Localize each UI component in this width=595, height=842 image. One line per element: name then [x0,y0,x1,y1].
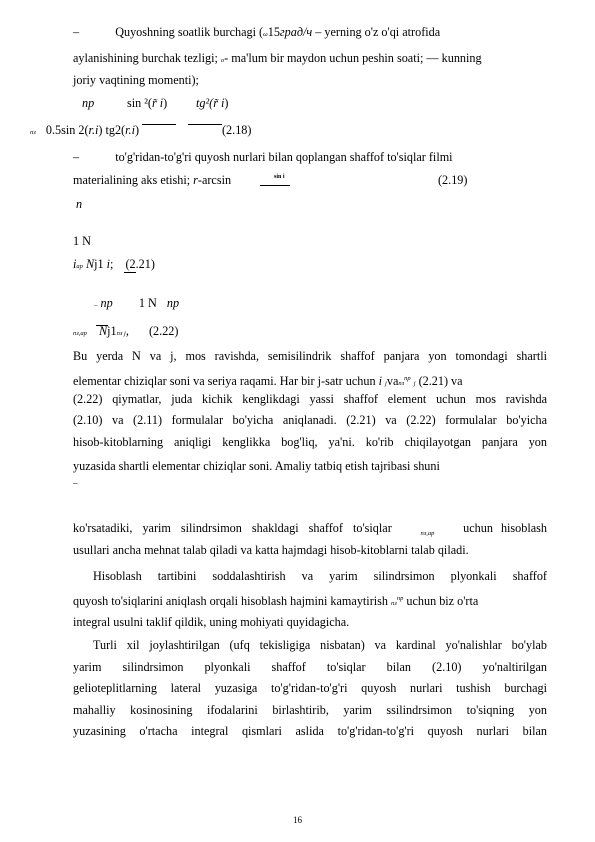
formula-numerator [82,96,94,111]
paragraph-line [73,615,349,630]
paragraph [73,721,547,742]
paragraph [73,700,547,721]
subscript: ар [76,263,83,270]
equation-number [438,173,467,188]
text-line [73,173,231,188]
equation-number-text: (2.21) [125,257,155,271]
text-span: - ma'lum bir maydon uchun peshin soati; — kunning [224,51,482,65]
fraction-numerator [274,170,285,185]
formula-symbol: N [85,257,95,271]
equation-number [222,123,251,138]
formula-numerator: – пр 1 N пр [94,296,180,310]
superscript: пр [396,595,404,602]
paragraph [73,410,547,431]
text-line [73,51,482,68]
formula-text: tg²( [196,96,214,110]
formula-symbol: r̃ i [151,96,164,110]
text-span: aylanishining burchak tezligi; [73,51,218,65]
formula-text: j1 [107,324,117,338]
fraction-bar [260,185,290,186]
degree-value: 15 [267,25,280,39]
formula-symbol: пр [166,296,180,310]
page-number: 16 [293,815,302,825]
formula-symbol: r [193,173,198,187]
text-line [73,150,453,165]
paragraph-line [73,371,463,391]
paragraph [73,657,547,678]
equation-number-text: (2.18) [222,123,252,137]
paragraph-line [73,521,547,541]
list-dash: – [73,150,80,164]
formula-symbol: n [76,197,83,211]
formula-text: ) [224,96,229,110]
omega-symbol: ω [263,31,268,38]
formula-text: 1 N [138,296,157,310]
dash-mark [73,476,78,491]
formula-text: sin ²( [127,96,152,110]
formula-text: ) [134,123,140,137]
subscript: о [220,57,225,64]
formula-symbol: пр [100,296,113,310]
paragraph-line [73,591,478,611]
formula-line [30,123,139,140]
paragraph-line: gelioteplitlarning lateral yuzasiga to'g'ridan-to'g'ri quyosh nurlari tushish burchagi [73,681,547,695]
subscript: пз [30,129,36,136]
text-span: uchun biz o'rta [406,594,479,608]
formula-text: 0.5sin 2( [45,123,89,137]
formula-symbol: i [106,257,110,271]
paragraph-line [73,543,469,558]
text-span: joriy vaqtining momenti); [73,73,199,87]
formula-numerator [196,96,228,111]
formula-symbol: r̃ i [213,96,225,110]
text-span: -arcsin [197,173,232,187]
equation-number-text: (2.19) [438,173,468,187]
formula-text: ; [110,257,114,271]
formula-text: , [125,324,129,338]
paragraph [73,389,547,410]
unit-text: град/ч [279,25,313,39]
subscript: пз [398,380,405,387]
fraction-bar [124,272,136,273]
paragraph [73,432,547,453]
paragraph-line: Turli xil joylashtirilgan (ufq tekisligiga nisbatan) va kardinal yo'nalishlar bo'ylab [93,638,547,652]
list-dash: – [73,25,80,39]
text-span: elementar chiziqlar soni va seriya raqami. Har bir j-satr uchun [73,374,376,388]
paragraph-line: yuzasining o'rtacha integral qismlari aslida to'g'ridan-to'g'ri quyosh nurlari bilan [73,724,547,738]
paragraph-line [73,459,440,474]
formula-text: sin i [274,174,285,180]
paragraph-line: (2.10) va (2.11) formulalar bo'yicha aniqlanadi. (2.21) va (2.22) formulalar bo'yicha [73,413,547,427]
paragraph-line: Bu yerda N va j, mos ravishda, semisilindrik shaffof panjara yon tomondagi shartli [73,349,547,363]
formula-numerator [127,96,167,111]
text-span: to'g'ridan-to'g'ri quyosh nurlari bilan qoplangan shaffof to'siqlar filmi [115,150,453,164]
text-line [73,73,199,88]
paragraph-line: yarim silindrsimon plyonkali shaffof to'siqlar bilan (2.10) yo'naltirilgan [73,660,547,674]
formula-line [73,234,91,249]
text-span: usullari ancha mehnat talab qiladi va katta hajmdagi hisob-kitoblarni talab qiladi. [73,543,469,557]
formula-line [73,324,178,341]
text-span: ko'rsatadiki, yarim silindrsimon shakldagi shaffof to'siqlar [73,521,392,535]
formula-text: ) [163,96,168,110]
paragraph [73,346,547,367]
formula-text: 1 N [73,234,91,248]
superscript: пр [404,375,411,382]
text-span: uchun hisoblash [463,521,547,535]
subscript: пз [391,600,397,607]
paragraph-line: (2.22) qiymatlar, juda kichik kenglikdagi yassi shaffof element uchun mos ravishda [73,392,547,406]
paragraph-line: hisob-kitoblarning aniqligi kenglikka bog'liq, ya'ni. ko'rib chiqilayotgan panjara yon [73,435,547,449]
text-span: integral usulni taklif qildik, uning mohiyati quyidagicha. [73,615,350,629]
formula-text: ) tg2( [98,123,126,137]
formula-text: j1 [94,257,104,271]
formula-denominator [76,197,82,212]
subscript: j [413,380,416,387]
fraction-bar [188,124,222,125]
formula-symbol: i [73,257,77,271]
text-span: materialining aks etishi; [73,173,191,187]
subscript: j [385,380,387,387]
text-line [73,25,440,42]
formula-symbol: r.i [88,123,99,137]
text-span: (2.21) va [418,374,463,388]
paragraph [73,635,547,656]
text-span: yuzasida shartli elementar chiziqlar soni. Amaliy tatbiq etish tajribasi shuni [73,459,440,473]
formula-symbol: N [99,324,108,338]
paragraph-line: mahalliy kosinosining ifodalarini birlashtirib, yarim ssilindrsimon to'siqning yon [73,703,547,717]
text-span: quyosh to'siqlarini aniqlash orqali hisoblash hajmini kamaytirish [73,594,388,608]
subscript: пз,ар [73,330,87,337]
subscript: пз,ар [420,530,435,537]
formula-symbol: i [378,374,382,388]
equation-number-text: (2.22) [149,324,179,338]
formula-symbol: пр [82,96,95,110]
fraction-bar [142,124,176,125]
paragraph [73,566,547,587]
formula-symbol: r.i [125,123,135,137]
subscript: пз j [116,330,126,337]
text-span: va [386,374,399,388]
paragraph-line: Hisoblash tartibini soddalashtirish va yarim silindrsimon plyonkali shaffof [93,569,547,583]
paragraph [73,678,547,699]
text-span: – yerning o'z o'qi atrofida [312,25,441,39]
formula-line [73,257,155,274]
text-span: Quyoshning soatlik burchagi ( [115,25,264,39]
fraction-bar [96,325,108,326]
text-span: – [73,478,78,488]
